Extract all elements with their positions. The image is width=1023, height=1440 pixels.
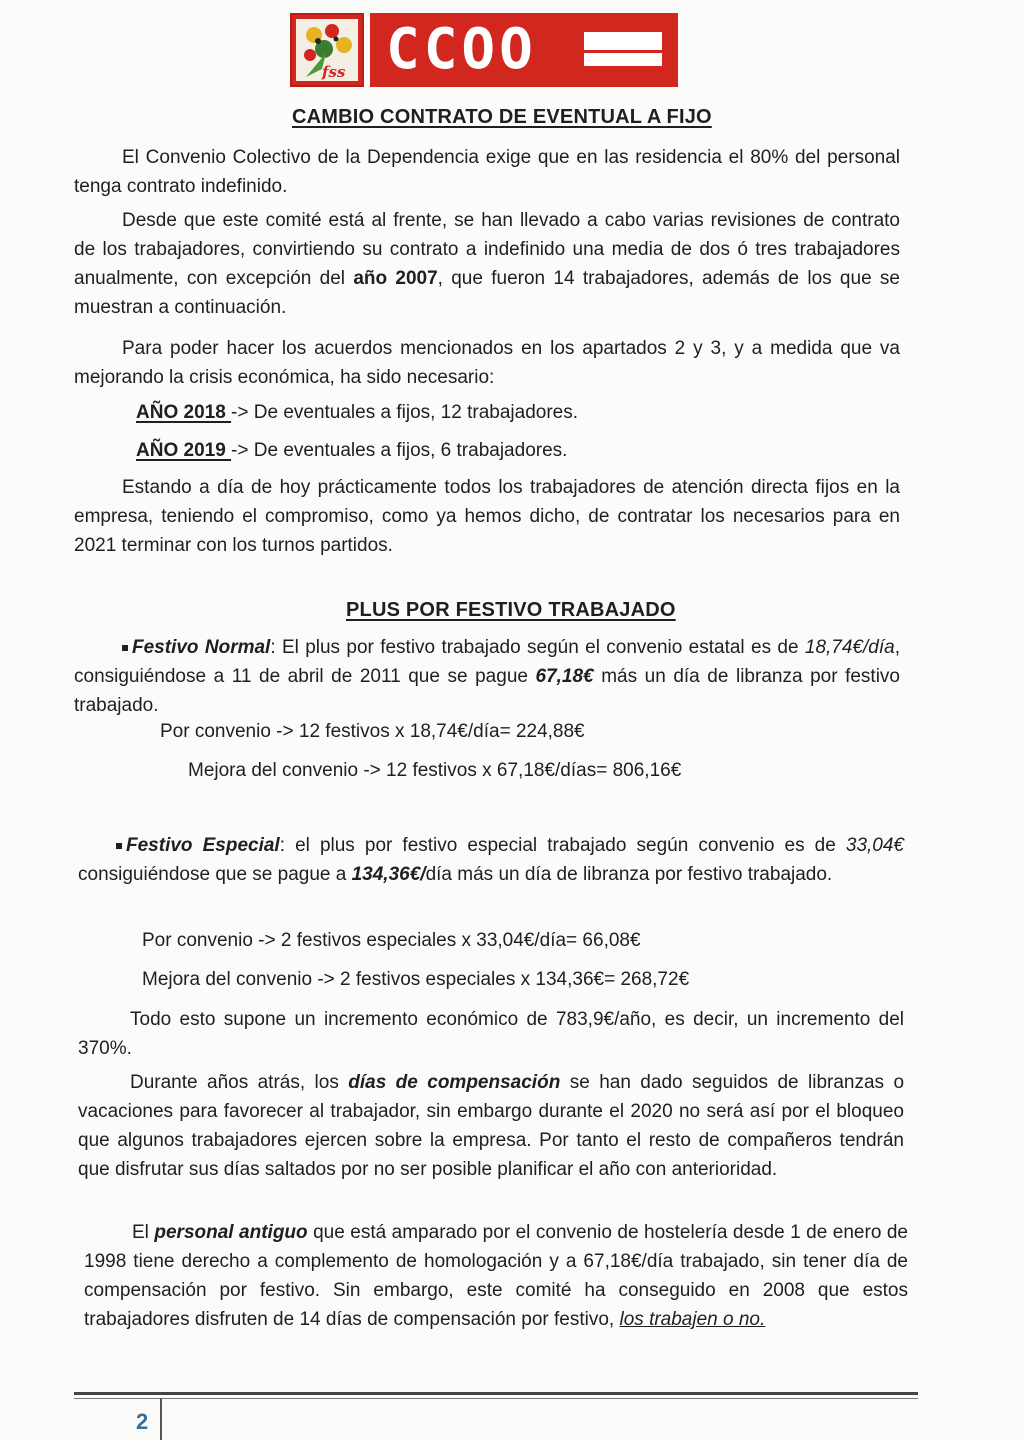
old-underlined: los trabajen o no. (619, 1309, 766, 1330)
section1-paragraph-3: Para poder hacer los acuerdos mencionados en los apartados 2 y 3, y a medida que va mejorando la crisis económica, ha sido necesario: (74, 338, 900, 388)
bullet-icon (116, 843, 122, 849)
comp-text-1: Durante años atrás, los (130, 1072, 349, 1093)
total-paragraph: Todo esto supone un incremento económico de 783,9€/año, es decir, un incremento del 370%. (78, 1009, 904, 1059)
compensation-paragraph (78, 1068, 904, 1184)
year-2019-row (136, 439, 567, 463)
year-2019-label: AÑO 2019 (136, 440, 232, 461)
section1-paragraph-4: Estando a día de hoy prácticamente todos los trabajadores de atención directa fijos en la empresa, teniendo el compromiso, como ya hemos dicho, de contratar los necesarios para en 2021 terminar con los turnos partidos. (74, 477, 900, 556)
year-2019-text: -> De eventuales a fijos, 6 trabajadores. (231, 440, 568, 461)
old-bold: personal antiguo (154, 1222, 308, 1243)
normal-calc-convenio: Por convenio -> 12 festivos x 18,74€/día= 224,88€ (160, 721, 585, 742)
flag-bar (584, 32, 662, 66)
festivo-especial-label: Festivo Especial (126, 835, 280, 856)
page-number: 2 (136, 1409, 149, 1434)
festivo-normal-paragraph (74, 633, 900, 720)
bullet-icon (122, 645, 128, 651)
normal-text-3: más un día de libranza por festivo trabajado. (74, 666, 901, 716)
normal-text-1: : El plus por festivo trabajado según el convenio estatal es de (270, 637, 805, 658)
normal-text-2: , consiguiéndose a 11 de abril de 2011 que se pague (74, 637, 900, 687)
year-2018-row (136, 401, 578, 425)
section1-paragraph-2 (74, 206, 900, 322)
ccoo-letters: CCOO (386, 17, 537, 82)
section1-paragraph-1: El Convenio Colectivo de la Dependencia exige que en las residencia el 80% del personal tenga contrato indefinido. (74, 147, 900, 197)
special-rate: 33,04€ (845, 835, 905, 856)
footer-rule-thin (74, 1398, 918, 1399)
special-text-1: : el plus por festivo especial trabajado según convenio es de (279, 835, 846, 856)
special-text-2: consiguiéndose que se pague a (78, 864, 352, 885)
section2-title: PLUS POR FESTIVO TRABAJADO (346, 599, 676, 621)
fss-label: fss (322, 63, 346, 81)
old-text-2: que está amparado por el convenio de hostelería desde 1 de enero de 1998 tiene derecho a complemento de homologación y a 67,18€/día trabajado, sin tener día de compensación por festivo. Sin embargo, este comité ha conseguido en 2008 que estos trabajadores disfruten de 14 días de compensación por festivo, (84, 1222, 908, 1330)
p2-bold-year: año 2007 (353, 268, 438, 289)
footer-divider (160, 1398, 162, 1440)
normal-amount: 67,18€ (535, 666, 594, 687)
old-staff-paragraph (84, 1218, 908, 1334)
p2-text: Desde que este comité está al frente, se han llevado a cabo varias revisiones de contrato de los trabajadores, convirtiendo su contrato a indefinido una media de dos ó tres trabajadores anualmente, con excepción del (74, 210, 900, 289)
comp-bold: días de compensación (348, 1072, 561, 1093)
comp-text-2: se han dado seguidos de libranzas o vacaciones para favorecer al trabajador, sin embargo durante el 2020 no será así por el bloqueo que algunos trabajadores ejercen sobre la empresa. Por tanto el resto de compañeros tendrán que disfrutar sus días saltados por no ser posible planificar el año con anterioridad. (78, 1072, 905, 1180)
p2-text-end: , que fueron 14 trabajadores, además de los que se muestran a continuación. (74, 268, 900, 318)
section1-title: CAMBIO CONTRATO DE EVENTUAL A FIJO (292, 106, 712, 128)
special-calc-mejora: Mejora del convenio -> 2 festivos especiales x 134,36€= 268,72€ (142, 969, 690, 990)
old-text-1: El (132, 1222, 155, 1243)
year-2018-text: -> De eventuales a fijos, 12 trabajadores. (231, 402, 579, 423)
special-text-3: día más un día de libranza por festivo trabajado. (425, 864, 833, 885)
normal-calc-mejora: Mejora del convenio -> 12 festivos x 67,18€/días= 806,16€ (188, 760, 682, 781)
festivo-normal-label: Festivo Normal (132, 637, 271, 658)
special-calc-convenio: Por convenio -> 2 festivos especiales x 33,04€/día= 66,08€ (142, 930, 641, 951)
ccoo-logo (290, 13, 678, 87)
ccoo-wordmark (370, 13, 678, 87)
flag-bar-line (584, 50, 662, 53)
special-amount: 134,36€/ (351, 864, 426, 885)
normal-rate: 18,74€/día (804, 637, 895, 658)
festivo-especial-paragraph (78, 831, 904, 889)
footer-rule (74, 1392, 918, 1395)
year-2018-label: AÑO 2018 (136, 402, 232, 423)
fss-emblem (290, 13, 364, 87)
